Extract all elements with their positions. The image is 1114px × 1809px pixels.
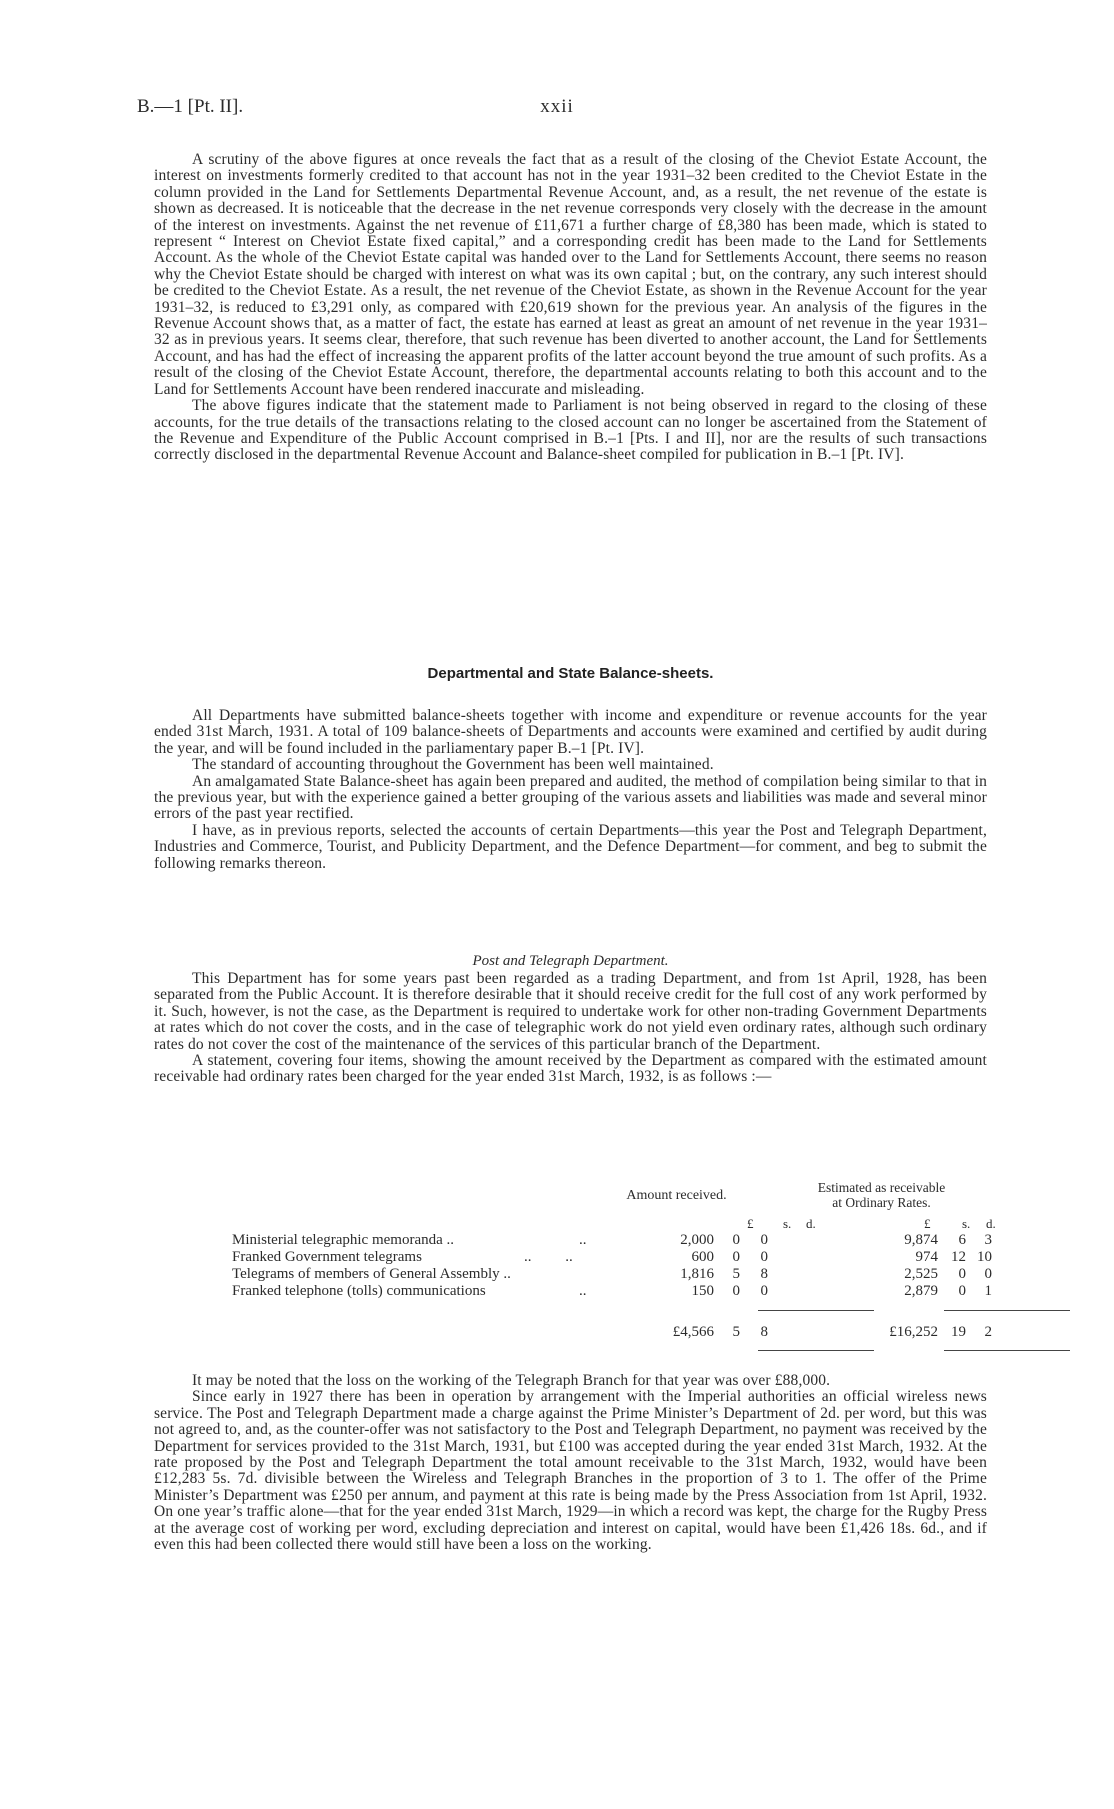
- page-header: [137, 96, 977, 126]
- total-rule: [944, 1310, 1070, 1311]
- estimated-pounds: 2,525: [904, 1266, 938, 1282]
- paragraph: I have, as in previous reports, selected the accounts of certain Departments—this year the Post and Telegraph Department, Industries and Commerce, Tourist, and Publicity Department, and the Defence Department—for comment, and beg to submit the following remarks thereon.: [154, 821, 987, 872]
- estimated-shillings: 0: [958, 1266, 966, 1282]
- received-shillings: 0: [732, 1249, 740, 1265]
- total-received-shillings: 5: [732, 1324, 740, 1340]
- column-header-estimated: [759, 1180, 1004, 1210]
- table-total-row: [232, 1324, 992, 1342]
- estimated-pence: 10: [977, 1249, 992, 1265]
- unit-pounds: £: [924, 1216, 931, 1231]
- cheviot-estate-section: [154, 152, 987, 464]
- total-rule: [758, 1310, 874, 1311]
- estimated-shillings: 0: [958, 1283, 966, 1299]
- received-shillings: 0: [732, 1232, 740, 1248]
- estimated-pence: 0: [984, 1266, 992, 1282]
- leader-dots: .. ..: [524, 1249, 573, 1265]
- section-heading-balance-sheets: Departmental and State Balance-sheets.: [427, 665, 714, 682]
- received-shillings: 5: [732, 1266, 740, 1282]
- row-label: Ministerial telegraphic memoranda ..: [232, 1232, 455, 1248]
- estimated-shillings: 12: [951, 1249, 966, 1265]
- received-shillings: 0: [732, 1283, 740, 1299]
- paragraph: The standard of accounting throughout the Government has been well maintained.: [192, 756, 714, 774]
- paragraph: The above figures indicate that the statement made to Parliament is not being observed in regard to the closing of these accounts, for the true details of the transactions relating to the closed account can no longer be ascertained from the Statement of the Revenue and Expenditure of the Public Account comprised in B.–1 [Pts. I and II], nor are the results of such transactions correctly disclosed in the departmental Revenue Account and Balance-sheet compiled for publication in B.–1 [Pt. IV].: [154, 397, 987, 464]
- received-pence: 0: [760, 1283, 768, 1299]
- total-underline: [758, 1350, 874, 1351]
- received-pounds: 1,816: [680, 1266, 714, 1282]
- unit-shillings: s.: [783, 1216, 792, 1231]
- balance-sheets-section: [154, 708, 987, 872]
- estimated-pounds: 2,879: [904, 1283, 938, 1299]
- leader-dots: ..: [579, 1232, 587, 1248]
- received-pounds: 2,000: [680, 1232, 714, 1248]
- table-row: [232, 1232, 992, 1250]
- paragraph: An amalgamated State Balance-sheet has again been prepared and audited, the method of compilation being similar to that in the previous year, but with the experience gained a better grouping of the various assets and liabilities was made and several minor errors of the past year rectified.: [154, 772, 987, 823]
- paragraph: All Departments have submitted balance-sheets together with income and expenditure or revenue accounts for the year ended 31st March, 1931. A total of 109 balance-sheets of Departments and accounts were examined and certified by audit during the year, and will be found included in the parliamentary paper B.–1 [Pt. IV].: [154, 707, 987, 757]
- document-reference: B.—1 [Pt. II].: [137, 96, 244, 117]
- unit-shillings: s.: [962, 1216, 971, 1231]
- row-label: Franked Government telegrams: [232, 1249, 422, 1265]
- received-pence: 0: [760, 1232, 768, 1248]
- unit-pence: d.: [986, 1216, 996, 1231]
- unit-pounds: £: [747, 1216, 754, 1231]
- total-estimated-pounds: £16,252: [889, 1324, 938, 1340]
- estimated-pounds: 9,874: [904, 1232, 938, 1248]
- table-row: [232, 1283, 992, 1301]
- received-pence: 8: [760, 1266, 768, 1282]
- leader-dots: ..: [579, 1283, 587, 1299]
- total-received-pence: 8: [760, 1324, 768, 1340]
- paragraph: A statement, covering four items, showing the amount received by the Department as compared with the estimated amount receivable had ordinary rates been charged for the year ended 31st March, 1932, is as follows :—: [154, 1052, 987, 1086]
- total-underline: [944, 1350, 1070, 1351]
- unit-pence: d.: [806, 1216, 816, 1231]
- table-row: [232, 1249, 992, 1267]
- page-number: xxii: [540, 96, 574, 117]
- received-pounds: 150: [691, 1283, 714, 1299]
- received-pence: 0: [760, 1249, 768, 1265]
- row-label: Telegrams of members of General Assembly ..: [232, 1266, 511, 1282]
- total-received-pounds: £4,566: [672, 1324, 714, 1340]
- column-header-estimated-line1: Estimated as receivable: [817, 1180, 946, 1195]
- paragraph: Since early in 1927 there has been in operation by arrangement with the Imperial authorities an official wireless news service. The Post and Telegraph Department made a charge against the Prime Minister’s Department of 2d. per word, but this was not agreed to, and, as the counter-offer was not satisfactory to the Post and Telegraph Department, no payment was received by the Department for services provided to the 31st March, 1931, but £100 was accepted during the year ended 31st March, 1932. At the rate proposed by the Post and Telegraph Department the total amount receivable to the 31st March, 1932, would have been £12,283 5s. 7d. divisible between the Wireless and Telegraph Branches in the proportion of 3 to 1. The offer of the Prime Minister’s Department was £250 per annum, and payment at this rate is being made by the Press Association from 1st April, 1932. On one year’s traffic alone—that for the year ended 31st March, 1929—in which a record was kept, the charge for the Rugby Press at the average cost of working per word, excluding depreciation and interest on capital, would have been £1,426 18s. 6d., and if even this had been collected there would still have been a loss on the working.: [154, 1388, 987, 1554]
- total-estimated-shillings: 19: [951, 1324, 966, 1340]
- received-pounds: 600: [691, 1249, 714, 1265]
- estimated-shillings: 6: [958, 1232, 966, 1248]
- estimated-pounds: 974: [915, 1249, 938, 1265]
- paragraph: This Department has for some years past been regarded as a trading Department, and from 1st April, 1928, has been separated from the Public Account. It is therefore desirable that it should receive credit for the full cost of any work performed by it. Such, however, is not the case, as the Department is required to undertake work for other non-trading Government Departments at rates which do not cover the costs, and in the case of telegraphic work do not yield even ordinary rates, although such ordinary rates do not cover the cost of the maintenance of the services of this particular branch of the Department.: [154, 970, 987, 1053]
- column-header-estimated-line2: at Ordinary Rates.: [832, 1195, 931, 1210]
- section-heading-post-telegraph: Post and Telegraph Department.: [472, 953, 669, 969]
- table-row: [232, 1266, 992, 1284]
- telegraph-loss-section: [154, 1373, 987, 1553]
- estimated-pence: 3: [984, 1232, 992, 1248]
- estimated-pence: 1: [984, 1283, 992, 1299]
- total-estimated-pence: 2: [984, 1324, 992, 1340]
- column-header-amount-received: Amount received.: [626, 1188, 727, 1203]
- row-label: Franked telephone (tolls) communications: [232, 1283, 486, 1299]
- paragraph: It may be noted that the loss on the working of the Telegraph Branch for that year was over £88,000.: [192, 1372, 831, 1389]
- paragraph: A scrutiny of the above figures at once reveals the fact that as a result of the closing of the Cheviot Estate Account, the interest on investments formerly credited to that account has not in the year 1931–32 been credited to the Cheviot Estate in the column provided in the Land for Settlements Departmental Revenue Account, and, as a result, the net revenue of the estate is shown as decreased. It is noticeable that the decrease in the net revenue corresponds very closely with the decrease in the amount of the interest on investments. Against the net revenue of £11,671 a further charge of £8,380 has been made, which is stated to represent “ Interest on Cheviot Estate fixed capital,” and a corresponding credit has been made to the Land for Settlements Account. As the whole of the Cheviot Estate capital was handed over to the Land for Settlements Account, there seems no reason why the Cheviot Estate should be charged with interest on what was its own capital ; but, on the contrary, any such interest should be credited to the Cheviot Estate. As a result, the net revenue of the Cheviot Estate, as shown in the Revenue Account for the year 1931–32, is reduced to £3,291 only, as compared with £20,619 shown for the previous year. An analysis of the figures in the Revenue Account shows that, as a matter of fact, the estate has earned at least as great an amount of net revenue in the year 1931–32 as in previous years. It seems clear, therefore, that such revenue has been diverted to another account, the Land for Settlements Account, and has had the effect of increasing the apparent profits of the latter account beyond the true amount of such profits. As a result of the closing of the Cheviot Estate Account, therefore, the departmental accounts relating to both this account and to the Land for Settlements Account have been rendered inaccurate and misleading.: [154, 151, 987, 398]
- post-telegraph-section: [154, 971, 987, 1086]
